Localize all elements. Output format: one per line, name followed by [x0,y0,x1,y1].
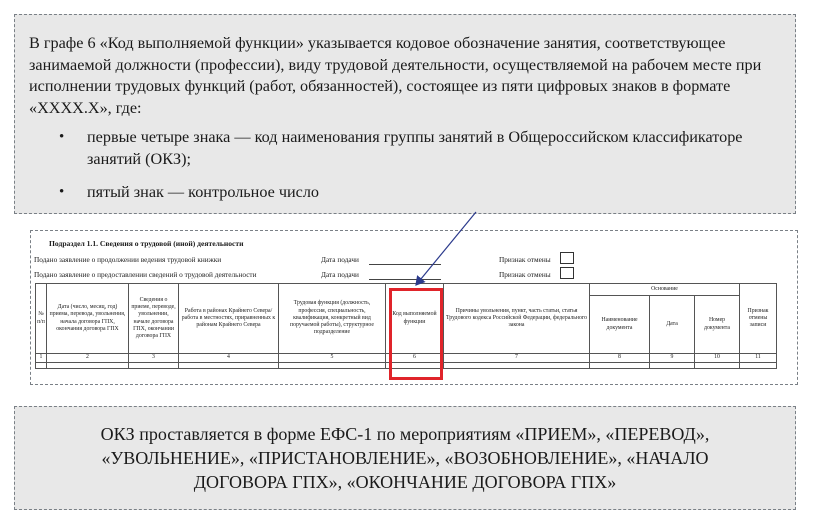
column-number: 1 [36,354,47,363]
header-basis: Основание [590,284,740,296]
form-line-continue-book: Подано заявление о продолжении ведения трудовой книжки [34,255,222,264]
header-event-date: Дата (число, месяц, год) приема, перевода, увольнения, начала договора ГПХ, окончания договора ГПХ [47,284,129,354]
bullet-text: пятый знак — контрольное число [87,183,320,201]
header-event-info: Сведения о приеме, переводе, увольнении, начале договора ГПХ, окончании договора ГПХ [129,284,179,354]
column-number: 2 [47,354,129,363]
cancel-flag-label: Признак отмены [499,255,551,264]
form-line-provide-info: Подано заявление о предоставлении сведений о трудовой деятельности [34,270,257,279]
header-dismissal-reason: Причины увольнения, пункт, часть статьи, статья Трудового кодекса Российской Федерации, федерального закона [444,284,590,354]
bullet-dot-icon: • [59,129,65,145]
column-number: 8 [590,354,650,363]
form-subsection-title: Подраздел 1.1. Сведения о трудовой (иной) деятельности [49,239,244,248]
header-document-date: Дата [650,296,695,354]
date-submitted-label: Дата подачи [321,270,359,279]
header-document-name: Наименование документа [590,296,650,354]
column-number: 7 [444,354,590,363]
column-number: 11 [740,354,777,363]
column-number: 9 [650,354,695,363]
column-number: 5 [279,354,386,363]
header-document-number: Номер документа [695,296,740,354]
date-submitted-label: Дата подачи [321,255,359,264]
bullet-dot-icon: • [59,184,65,200]
bullet-text: первые четыре знака — код наименования группы занятий в Общероссийском классификаторе занятий (ОКЗ); [87,128,743,168]
column-number: 10 [695,354,740,363]
header-function-code: Код выполняемой функции [386,284,444,354]
header-row-number: № п/п [36,284,47,354]
okz-note-box [14,406,796,510]
column-number: 4 [179,354,279,363]
header-far-north: Работа в районах Крайнего Севера/работа в местностях, приравненных к районам Крайнего Севера [179,284,279,354]
explanation-intro: В графе 6 «Код выполняемой функции» указывается кодовое обозначение занятия, соответствующее занимаемой должности (профессии), виду трудовой деятельности, осуществляемой на рабочем месте при исполнении трудовых функций (работ, обязанностей), состоящее из пяти цифровых знаков в формате «XXXX.X», где: [29,34,762,117]
header-cancel-flag: Признак отмены записи [740,284,777,354]
cancel-flag-label: Признак отмены [499,270,551,279]
header-labor-function: Трудовая функция (должность, профессия, специальность, квалификация, конкретный вид поручаемой работы), структурное подразделение [279,284,386,354]
okz-note-text: ОКЗ проставляется в форме ЕФС-1 по мероприятиям «ПРИЕМ», «ПЕРЕВОД», «УВОЛЬНЕНИЕ», «ПРИСТАНОВЛЕНИЕ», «ВОЗОБНОВЛЕНИЕ», «НАЧАЛО ДОГОВОРА ГПХ», «ОКОНЧАНИЕ ДОГОВОРА ГПХ» [100,424,710,492]
column-number: 3 [129,354,179,363]
column-number: 6 [386,354,444,363]
